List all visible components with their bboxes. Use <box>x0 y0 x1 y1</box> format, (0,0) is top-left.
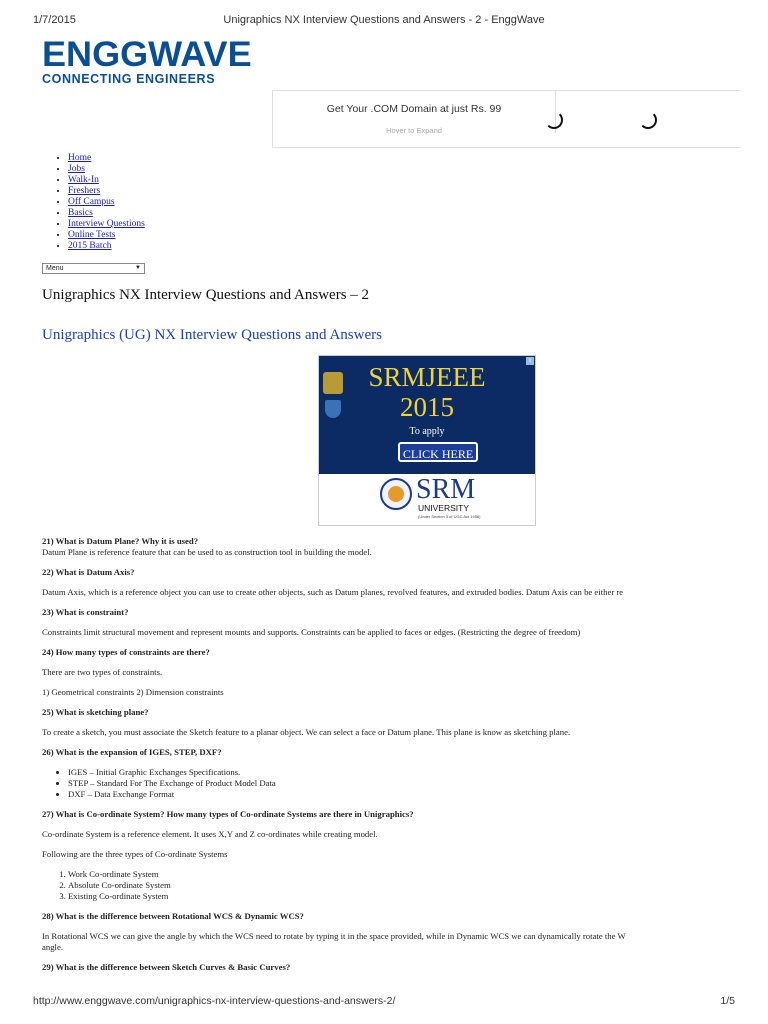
article-content <box>42 536 735 973</box>
list-item: • DXF – Data Exchange Format <box>68 789 735 800</box>
banner-brand: SRMJEEE <box>368 362 486 392</box>
university-seal-icon <box>380 478 412 510</box>
answer-22: Datum Axis, which is a reference object you can use to create other objects, such as Datum planes, revolved features, and extruded bodies. Datum Axis can be either re <box>42 587 624 597</box>
print-title: Unigraphics NX Interview Questions and Answers - 2 - EnggWave <box>223 14 545 26</box>
answer-28-cont: angle. <box>42 942 63 952</box>
nav-link-basics[interactable]: Basics <box>68 208 93 218</box>
nav-item <box>68 241 145 252</box>
list-item: 3. Existing Co-ordinate System <box>68 891 735 902</box>
answer-25: To create a sketch, you must associate the Sketch feature to a planar object. We can select a face or Datum plane. This plane is know as sketching plane. <box>42 727 571 737</box>
answer-21: Datum Plane is reference feature that can be used to as construction tool in building the model. <box>42 547 372 557</box>
print-header <box>33 14 735 28</box>
nav-item <box>68 230 145 241</box>
nav-link-home[interactable]: Home <box>68 153 92 163</box>
question-27: 27) What is Co-ordinate System? How many types of Co-ordinate Systems are there in Unigraphics? <box>42 809 414 819</box>
question-26: 26) What is the expansion of IGES, STEP, DXF? <box>42 747 222 757</box>
nav-link-off-campus[interactable]: Off Campus <box>68 197 115 207</box>
page-number: 1/5 <box>720 995 735 1007</box>
ad-choices-icon[interactable]: i <box>526 357 534 365</box>
nav-link-online-tests[interactable]: Online Tests <box>68 230 116 240</box>
main-nav <box>50 153 145 252</box>
menu-select-value: Menu <box>46 265 64 272</box>
nav-item <box>68 164 145 175</box>
loading-spinner-icon <box>639 111 657 129</box>
answer-27-intro: Co-ordinate System is a reference element. It uses X,Y and Z co-ordinates while creating model. <box>42 829 378 839</box>
nav-link-2015-batch[interactable]: 2015 Batch <box>68 241 112 251</box>
question-22: 22) What is Datum Axis? <box>42 567 135 577</box>
print-date: 1/7/2015 <box>33 14 76 26</box>
nav-link-interview-questions[interactable]: Interview Questions <box>68 219 145 229</box>
banner-year: 2015 <box>400 392 454 422</box>
answer-27-types: Following are the three types of Co-ordinate Systems <box>42 849 228 859</box>
nav-item <box>68 175 145 186</box>
banner-apply-text: To apply <box>409 426 445 437</box>
university-name: SRM <box>416 474 476 505</box>
list-item: 1. Work Co-ordinate System <box>68 869 735 880</box>
nav-item <box>68 186 145 197</box>
nav-item <box>68 197 145 208</box>
question-28: 28) What is the difference between Rotational WCS & Dynamic WCS? <box>42 911 304 921</box>
answer-26-list <box>42 767 735 800</box>
question-24: 24) How many types of constraints are there? <box>42 647 210 657</box>
ad-text: Get Your .COM Domain at just Rs. 99 <box>326 103 502 115</box>
page-url: http://www.enggwave.com/unigraphics-nx-interview-questions-and-answers-2/ <box>33 995 396 1007</box>
answer-28: In Rotational WCS we can give the angle by which the WCS need to rotate by typing it in the space provided, while in Dynamic WCS we can dynamically rotate the W <box>42 931 626 941</box>
question-29: 29) What is the difference between Sketch Curves & Basic Curves? <box>42 962 291 972</box>
chevron-down-icon: ▼ <box>135 265 141 271</box>
srm-ad-banner[interactable] <box>318 355 536 526</box>
university-subtitle: UNIVERSITY <box>418 503 470 513</box>
university-note: (Under Section 3 of UGC Act 1956) <box>418 514 481 519</box>
banner-top <box>319 356 535 474</box>
list-item: • STEP – Standard For The Exchange of Product Model Data <box>68 778 735 789</box>
answer-23: Constraints limit structural movement and represent mounts and supports. Constraints can be applied to faces or edges. (Restricting the degree of freedom) <box>42 627 581 637</box>
ad-banner[interactable] <box>272 90 741 148</box>
section-title: Unigraphics (UG) NX Interview Questions and Answers <box>42 327 382 343</box>
ad-hover-hint: Hover to Expand <box>386 126 442 135</box>
click-here-button[interactable]: CLICK HERE <box>398 442 478 462</box>
loading-spinner-icon <box>545 111 563 129</box>
print-footer <box>33 995 735 1009</box>
question-23: 23) What is constraint? <box>42 607 129 617</box>
question-21: 21) What is Datum Plane? Why it is used? <box>42 536 199 546</box>
list-item: 2. Absolute Co-ordinate System <box>68 880 735 891</box>
nav-link-jobs[interactable]: Jobs <box>68 164 85 174</box>
list-item: • IGES – Initial Graphic Exchanges Specifications. <box>68 767 735 778</box>
nav-link-walk-in[interactable]: Walk-In <box>68 175 99 185</box>
question-25: 25) What is sketching plane? <box>42 707 149 717</box>
page-title: Unigraphics NX Interview Questions and Answers – 2 <box>42 287 370 303</box>
site-logo[interactable] <box>42 35 252 86</box>
answer-24-intro: There are two types of constraints. <box>42 667 163 677</box>
logo-name: ENGGWAVE <box>42 35 252 74</box>
answer-27-list <box>42 869 735 902</box>
nav-item <box>68 208 145 219</box>
nav-link-freshers[interactable]: Freshers <box>68 186 101 196</box>
nav-item <box>68 219 145 230</box>
nav-item <box>68 153 145 164</box>
logo-tagline: CONNECTING ENGINEERS <box>42 72 216 86</box>
answer-24-list: 1) Geometrical constraints 2) Dimension constraints <box>42 687 224 697</box>
menu-select[interactable] <box>42 263 145 274</box>
